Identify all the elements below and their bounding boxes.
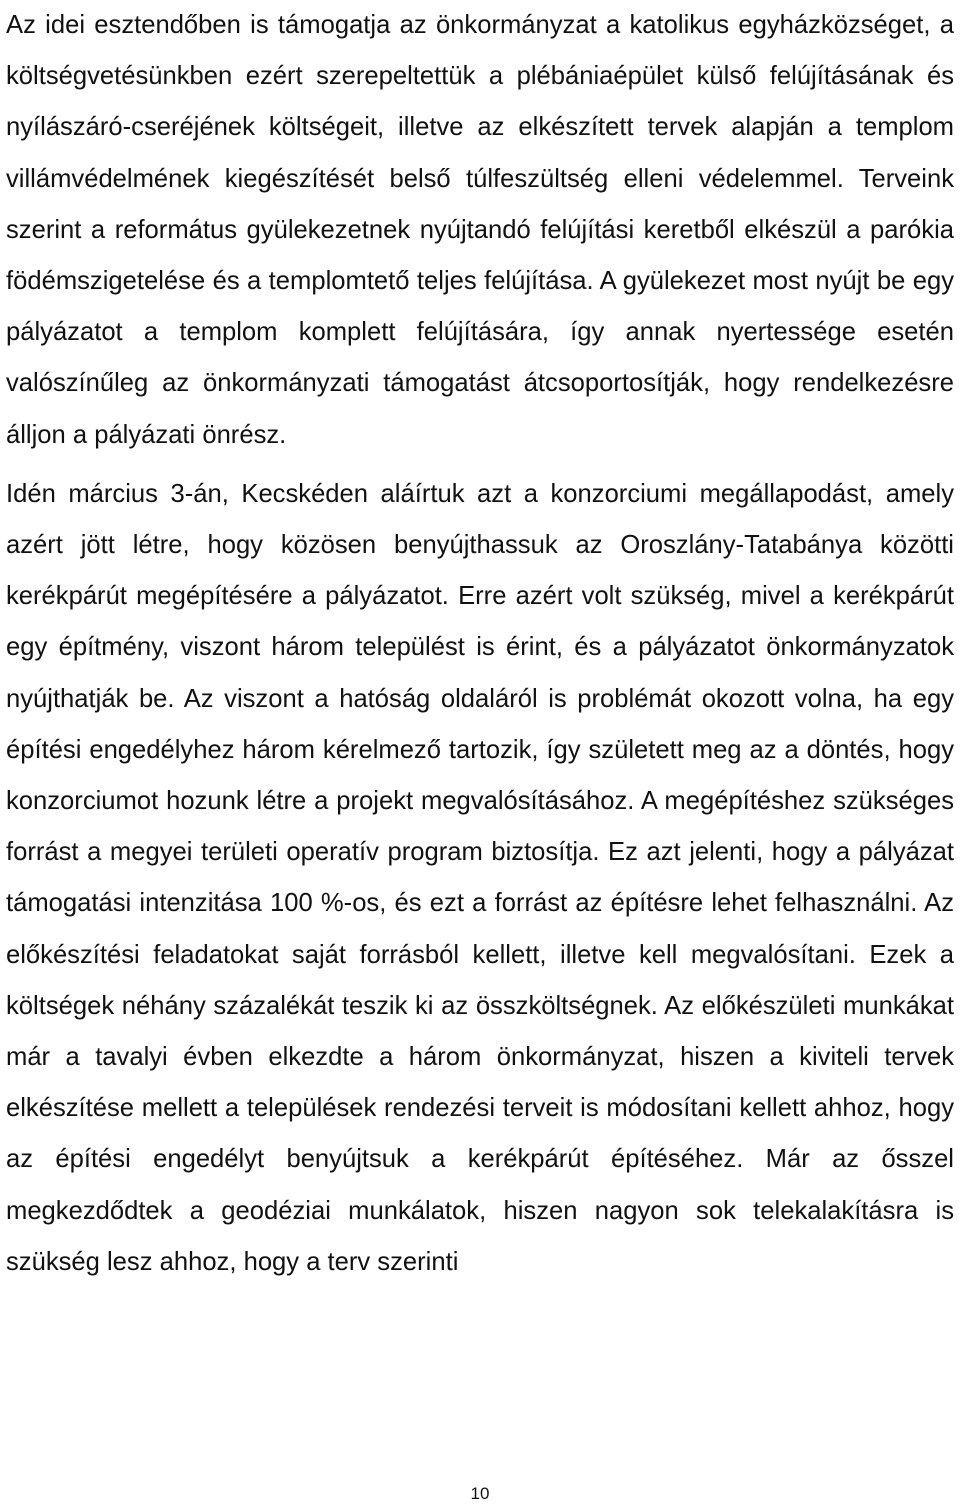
paragraph: Az idei esztendőben is támogatja az önkormányzat a katolikus egyházközséget, a költségvetésünkben ezért szerepeltettük a plébániaépület külső felújításának és nyílászáró-cseréjének költségeit, illetve az elkészített tervek alapján a templom villámvédelmének kiegészítését belső túlfeszültség elleni védelemmel. Terveink szerint a református gyülekezetnek nyújtandó felújítási keretből elkészül a parókia födémszigetelése és a templomtető teljes felújítása. A gyülekezet most nyújt be egy pályázatot a templom komplett felújítására, így annak nyertessége esetén valószínűleg az önkormányzati támogatást átcsoportosítják, hogy rendelkezésre álljon a pályázati önrész.: [6, 11, 954, 449]
page-number: 10: [470, 1484, 490, 1503]
paragraph: Idén március 3-án, Kecskéden aláírtuk azt a konzorciumi megállapodást, amely azért jött létre, hogy közösen benyújthassuk az Oroszlány-Tatabánya közötti kerékpárút megépítésére a pályázatot. Erre azért volt szükség, mivel a kerékpárút egy építmény, viszont három települést is érint, és a pályázatot önkormányzatok nyújthatják be. Az viszont a hatóság oldaláról is problémát okozott volna, ha egy építési engedélyhez három kérelmező tartozik, így született meg az a döntés, hogy konzorciumot hozunk létre a projekt megvalósításához. A megépítéshez szükséges forrást a megyei területi operatív program biztosítja. Ez azt jelenti, hogy a pályázat támogatási intenzitása 100 %-os, és ezt a forrást az építésre lehet felhasználni. Az előkészítési feladatokat saját forrásból kellett, illetve kell megvalósítani. Ezek a költségek néhány százalékát teszik ki az összköltségnek. Az előkészületi munkákat már a tavalyi évben elkezdte a három önkormányzat, hiszen a kiviteli tervek elkészítése mellett a települések rendezési terveit is módosítani kellett ahhoz, hogy az építési engedélyt benyújtsuk a kerékpárút építéséhez. Már az ősszel megkezdődtek a geodéziai munkálatok, hiszen nagyon sok telekalakításra is szükség lesz ahhoz, hogy a terv szerinti: [6, 479, 954, 1276]
document-page: [6, 0, 954, 1288]
